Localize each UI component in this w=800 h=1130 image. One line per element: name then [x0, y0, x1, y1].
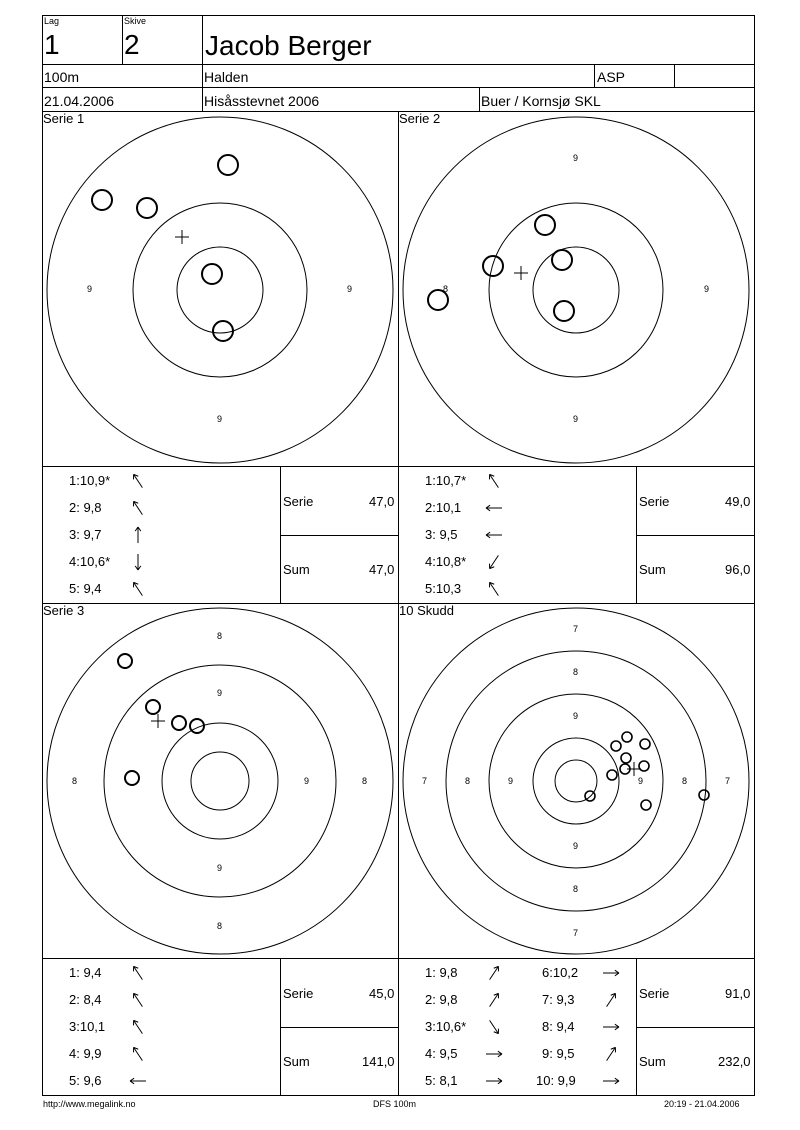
- serie-label: Serie: [639, 986, 670, 1001]
- ring-label: 9: [704, 284, 710, 294]
- shot-score: 5: 8,1: [425, 1073, 458, 1088]
- direction-arrow-icon: [603, 1024, 619, 1030]
- direction-arrow-icon: [490, 1020, 499, 1033]
- ring-label: 7: [573, 624, 579, 634]
- direction-arrow-icon: [486, 532, 502, 538]
- direction-arrow-icon: [486, 1078, 502, 1084]
- lag-value: 1: [44, 29, 60, 60]
- ring-label: 9: [217, 414, 223, 424]
- skive-value: 2: [124, 29, 140, 60]
- sum-value: 96,0: [725, 562, 751, 577]
- lag-label: Lag: [44, 16, 60, 26]
- shot-score: 6:10,2: [542, 965, 579, 980]
- ring-label: 8: [682, 776, 688, 786]
- direction-arrow-icon: [134, 474, 143, 487]
- direction-arrow-icon: [135, 554, 141, 570]
- target-title: Serie 3: [43, 603, 85, 618]
- ring-label: 9: [573, 153, 579, 163]
- ring-label: 8: [465, 776, 471, 786]
- serie-value: 45,0: [369, 986, 395, 1001]
- ring-label: 8: [362, 776, 368, 786]
- direction-arrow-icon: [134, 1020, 143, 1033]
- direction-arrow-icon: [603, 1078, 619, 1084]
- shot-score: 3: 9,5: [425, 527, 458, 542]
- shot-score: 8: 9,4: [542, 1019, 575, 1034]
- ring-label: 7: [725, 776, 731, 786]
- shot-score: 1:10,9*: [69, 473, 111, 488]
- footer-url: http://www.megalink.no: [43, 1099, 136, 1109]
- sum-label: Sum: [639, 1054, 666, 1069]
- direction-arrow-icon: [490, 474, 499, 487]
- shot-score: 4: 9,9: [69, 1046, 102, 1061]
- ring-label: 9: [217, 863, 223, 873]
- shooter-class: ASP: [597, 69, 626, 85]
- shot-score: 3:10,6*: [425, 1019, 467, 1034]
- sum-value: 232,0: [718, 1054, 751, 1069]
- direction-arrow-icon: [607, 1047, 616, 1060]
- direction-arrow-icon: [490, 993, 499, 1006]
- direction-arrow-icon: [134, 993, 143, 1006]
- shot-score: 4:10,6*: [69, 554, 111, 569]
- ring-label: 8: [573, 667, 579, 677]
- target-title: Serie 1: [43, 111, 85, 126]
- target-title: Serie 2: [399, 111, 441, 126]
- location: Halden: [204, 69, 249, 85]
- direction-arrow-icon: [490, 555, 499, 568]
- direction-arrow-icon: [134, 582, 143, 595]
- shot-score: 4:10,8*: [425, 554, 467, 569]
- direction-arrow-icon: [490, 582, 499, 595]
- footer-program: DFS 100m: [373, 1099, 417, 1109]
- shot-score: 1:10,7*: [425, 473, 467, 488]
- shot-score: 5:10,3: [425, 581, 462, 596]
- ring-label: 7: [573, 928, 579, 938]
- shot-score: 2: 8,4: [69, 992, 102, 1007]
- shot-score: 9: 9,5: [542, 1046, 575, 1061]
- direction-arrow-icon: [490, 966, 499, 979]
- sum-value: 141,0: [362, 1054, 395, 1069]
- sum-label: Sum: [283, 562, 310, 577]
- shot-score: 1: 9,4: [69, 965, 102, 980]
- ring-label: 9: [573, 414, 579, 424]
- ring-label: 8: [443, 284, 449, 294]
- direction-arrow-icon: [134, 501, 143, 514]
- shot-score: 5: 9,6: [69, 1073, 102, 1088]
- shot-score: 3:10,1: [69, 1019, 106, 1034]
- ring-label: 7: [422, 776, 428, 786]
- serie-value: 91,0: [725, 986, 751, 1001]
- distance: 100m: [44, 69, 80, 85]
- ring-label: 9: [217, 688, 223, 698]
- event-name: Hisåsstevnet 2006: [204, 93, 320, 109]
- club-name: Buer / Kornsjø SKL: [481, 93, 601, 109]
- ring-label: 8: [72, 776, 78, 786]
- shot-score: 2: 9,8: [69, 500, 102, 515]
- direction-arrow-icon: [135, 527, 141, 543]
- direction-arrow-icon: [603, 970, 619, 976]
- shot-score: 1: 9,8: [425, 965, 458, 980]
- sum-label: Sum: [283, 1054, 310, 1069]
- direction-arrow-icon: [134, 966, 143, 979]
- ring-label: 9: [347, 284, 353, 294]
- serie-value: 47,0: [369, 494, 395, 509]
- serie-label: Serie: [283, 494, 314, 509]
- shot-score: 3: 9,7: [69, 527, 102, 542]
- ring-label: 9: [573, 711, 579, 721]
- date: 21.04.2006: [44, 93, 115, 109]
- shot-score: 10: 9,9: [536, 1073, 576, 1088]
- footer-timestamp: 20:19 - 21.04.2006: [664, 1099, 740, 1109]
- shot-score: 7: 9,3: [542, 992, 575, 1007]
- ring-label: 9: [638, 776, 644, 786]
- direction-arrow-icon: [607, 993, 616, 1006]
- skive-label: Skive: [124, 16, 147, 26]
- ring-label: 9: [508, 776, 514, 786]
- serie-value: 49,0: [725, 494, 751, 509]
- ring-label: 9: [304, 776, 310, 786]
- direction-arrow-icon: [134, 1047, 143, 1060]
- ring-label: 8: [217, 631, 223, 641]
- direction-arrow-icon: [130, 1078, 146, 1084]
- ring-label: 9: [573, 841, 579, 851]
- ring-label: 9: [87, 284, 93, 294]
- shot-score: 2:10,1: [425, 500, 462, 515]
- shot-score: 2: 9,8: [425, 992, 458, 1007]
- sum-value: 47,0: [369, 562, 395, 577]
- ring-label: 8: [217, 921, 223, 931]
- shooter-name: Jacob Berger: [205, 30, 372, 61]
- ring-label: 8: [573, 884, 579, 894]
- sum-label: Sum: [639, 562, 666, 577]
- direction-arrow-icon: [486, 1051, 502, 1057]
- serie-label: Serie: [639, 494, 670, 509]
- shot-score: 5: 9,4: [69, 581, 102, 596]
- serie-label: Serie: [283, 986, 314, 1001]
- direction-arrow-icon: [486, 505, 502, 511]
- shot-score: 4: 9,5: [425, 1046, 458, 1061]
- target-title: 10 Skudd: [399, 603, 454, 618]
